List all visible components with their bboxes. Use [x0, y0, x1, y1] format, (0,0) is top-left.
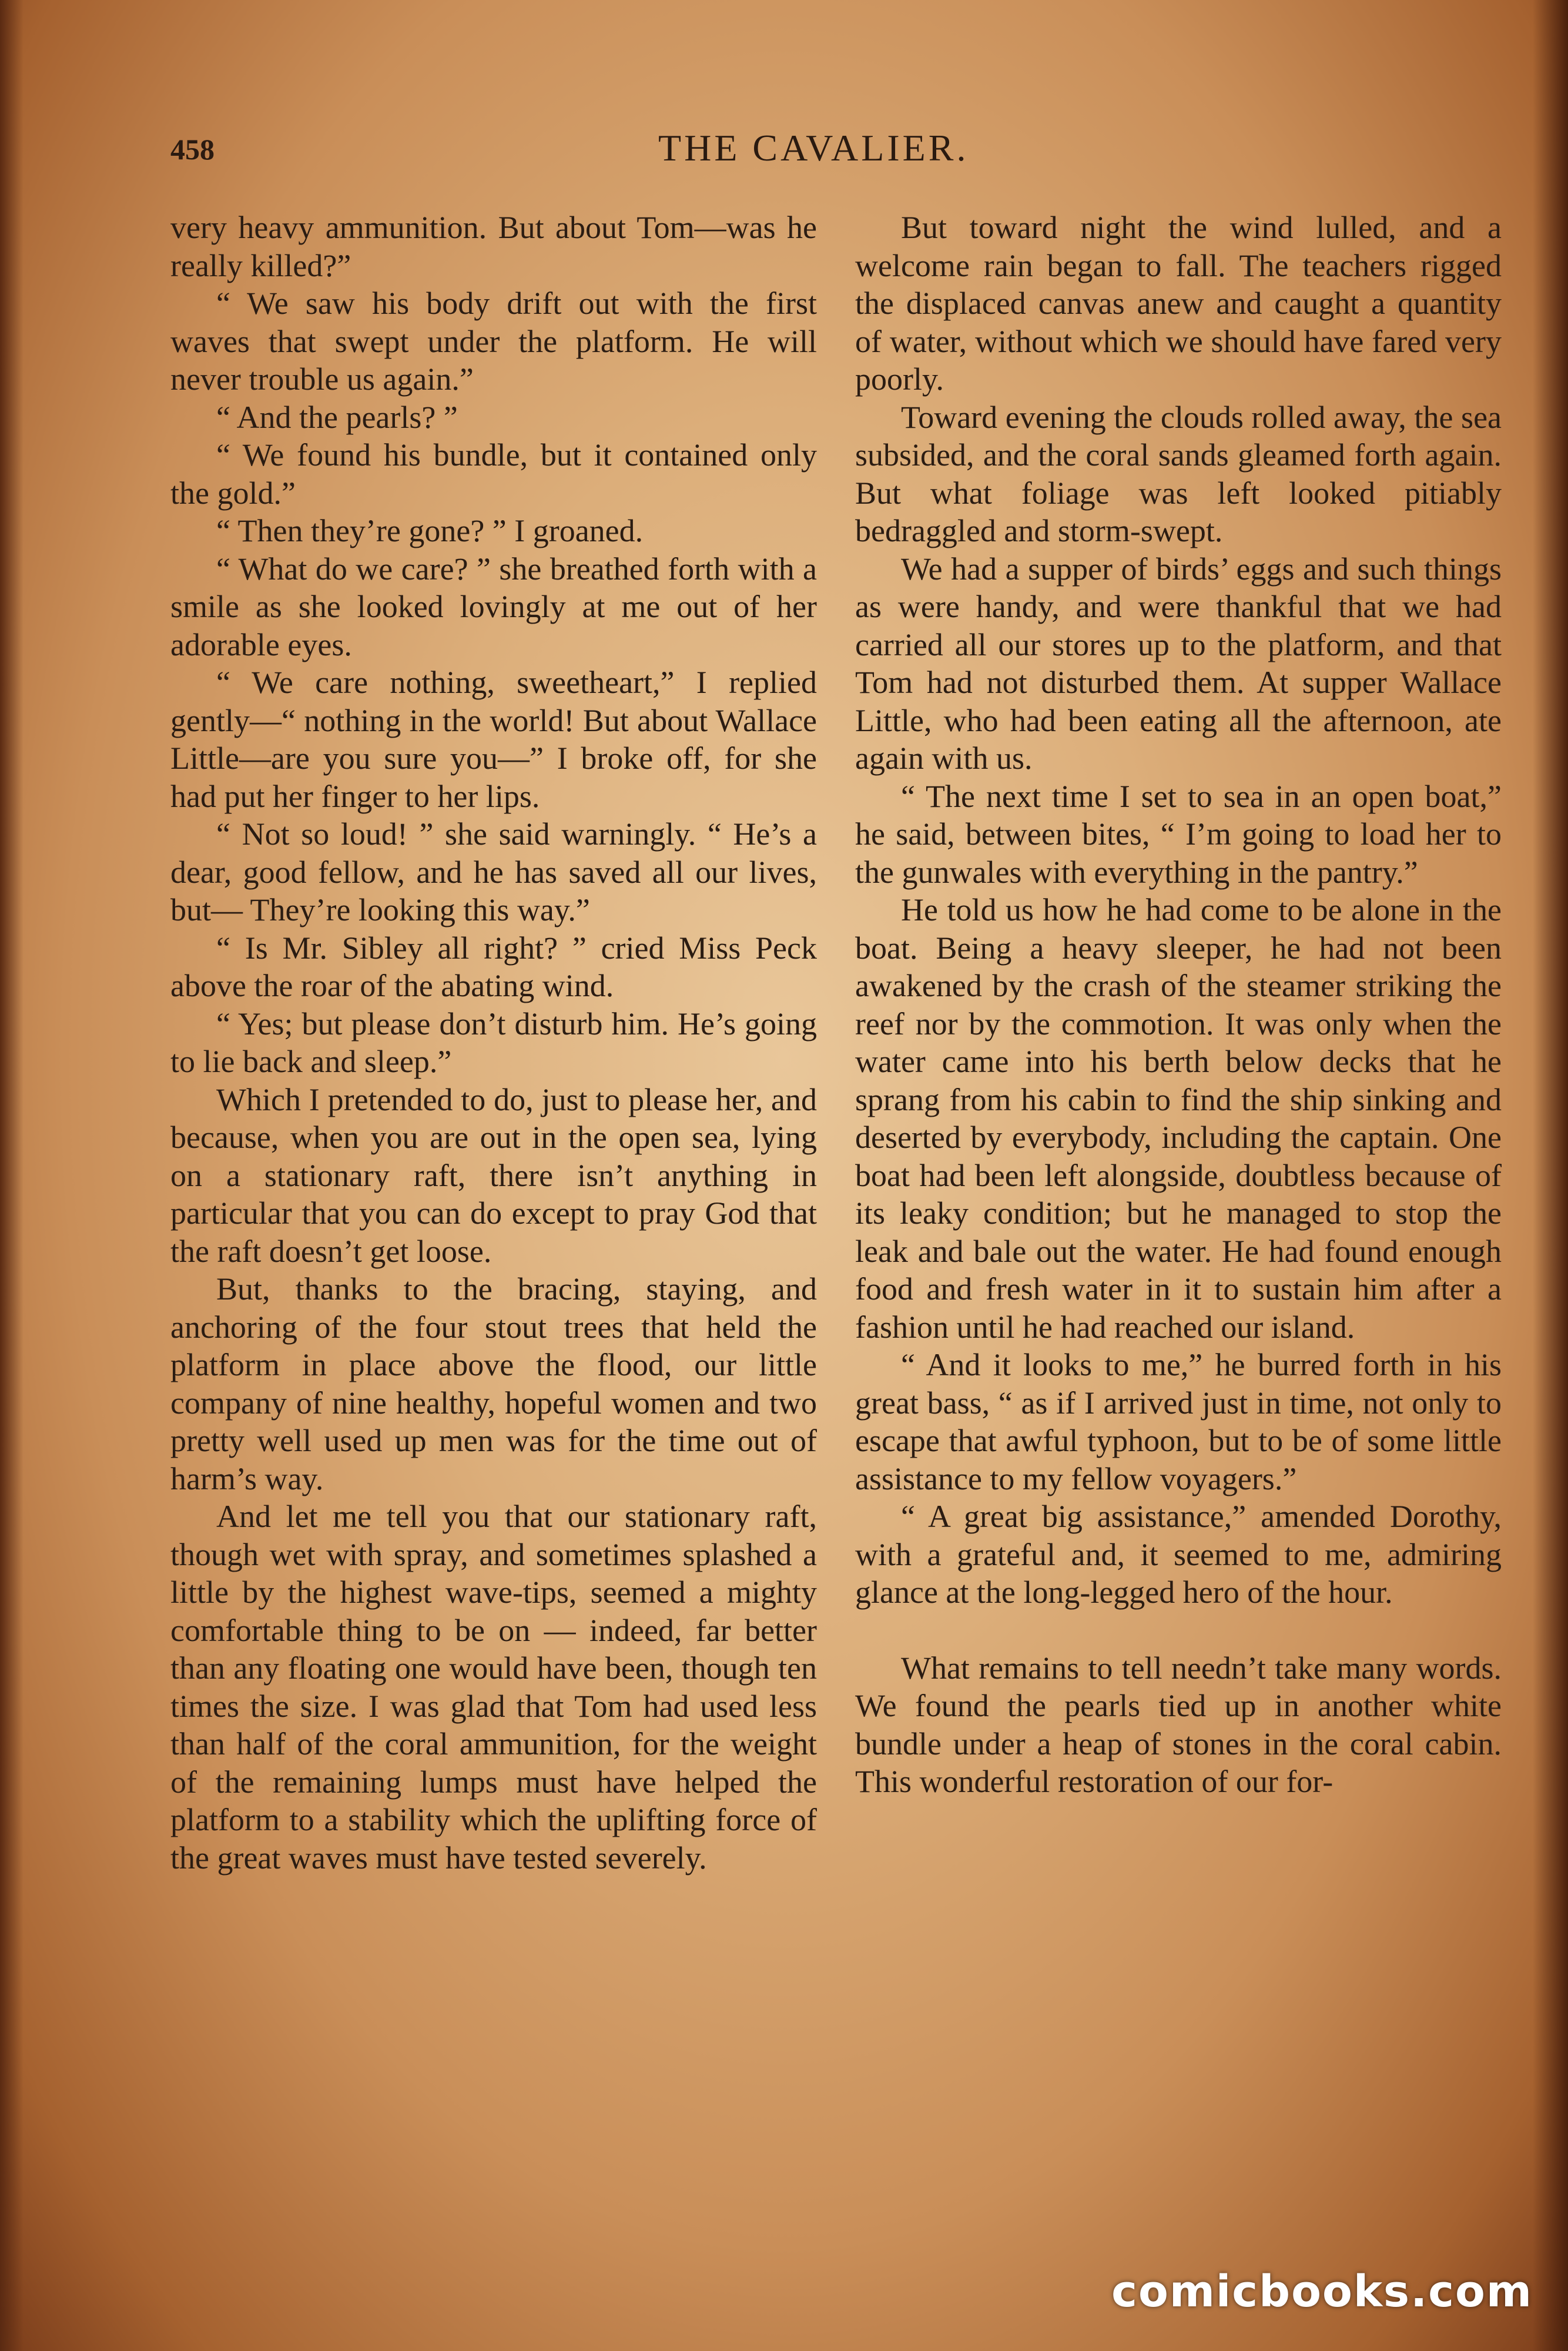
paragraph: “ Yes; but please don’t disturb him. He’s going to lie back and sleep.”: [170, 1006, 817, 1079]
paragraph: “ The next time I set to sea in an open boat,” he said, between bites, “ I’m going to load her to the gunwales with everything in the pantry.”: [855, 778, 1502, 890]
right-text-column: [855, 209, 1502, 1801]
paragraph: “ Is Mr. Sibley all right? ” cried Miss Peck above the roar of the abating wind.: [170, 930, 817, 1003]
paragraph: “ A great big assistance,” amended Dorothy, with a grateful and, it seemed to me, admiring glance at the long-legged hero of the hour.: [855, 1499, 1502, 1610]
paragraph: What remains to tell needn’t take many words. We found the pearls tied up in another white bundle under a heap of stones in the coral cabin. This wonderful restoration of our for-: [855, 1650, 1502, 1799]
paragraph: But, thanks to the bracing, staying, and anchoring of the four stout trees that held the platform in place above the flood, our little company of nine healthy, hopeful women and two pretty well used up men was for the time out of harm’s way.: [170, 1271, 817, 1496]
watermark-text: comicbooks.com: [1111, 2266, 1533, 2317]
paragraph: very heavy ammunition. But about Tom—was he really killed?”: [170, 210, 817, 283]
paragraph: “ And it looks to me,” he burred forth in his great bass, “ as if I arrived just in time, not only to escape that awful typhoon, but to be of some little assistance to my fellow voyagers.”: [855, 1347, 1502, 1496]
page-edge-shadow-left: [0, 0, 24, 2351]
paragraph: Which I pretended to do, just to please her, and because, when you are out in the open sea, lying on a stationary raft, there isn’t anything in particular that you can do except to pray God that the raft doesn’t get loose.: [170, 1081, 817, 1269]
page-header: [170, 126, 1499, 179]
paragraph: “ And the pearls? ”: [216, 399, 458, 435]
page-number: 458: [170, 133, 215, 166]
paragraph: Toward evening the clouds rolled away, the sea subsided, and the coral sands gleamed forth again. But what foliage was left looked pitiably bedraggled and storm-swept.: [855, 399, 1502, 548]
running-head: THE CAVALIER.: [658, 127, 969, 169]
paragraph: “ We saw his body drift out with the first waves that swept under the platform. He will never trouble us again.”: [170, 286, 817, 397]
paragraph: But toward night the wind lulled, and a welcome rain began to fall. The teachers rigged the displaced canvas anew and caught a quantity of water, without which we should have fared very poorly.: [855, 210, 1502, 397]
paragraph: “ Not so loud! ” she said warningly. “ He’s a dear, good fellow, and he has saved all our lives, but— They’re looking this way.”: [170, 816, 817, 927]
left-text-column: [170, 209, 817, 1877]
paragraph: He told us how he had come to be alone in the boat. Being a heavy sleeper, he had not been awakened by the crash of the steamer striking the reef nor by the commotion. It was only when the water came into his berth below decks that he sprang from his cabin to find the ship sinking and deserted by everybody, including the captain. One boat had been left alongside, doubtless because of its leaky condition; but he managed to stop the leak and bale out the water. He had found enough food and fresh water in it to sustain him after a fashion until he had reached our island.: [855, 892, 1502, 1345]
paragraph: “ Then they’re gone? ” I groaned.: [216, 513, 644, 548]
paragraph: And let me tell you that our stationary raft, though wet with spray, and sometimes splashed a little by the highest wave-tips, seemed a mighty comfortable thing to be on — indeed, far better than any floating one would have been, though ten times the size. I was glad that Tom had used less than half of the coral ammunition, for the weight of the remaining lumps must have helped the platform to a stability which the uplifting force of the great waves must have tested severely.: [170, 1499, 817, 1876]
paragraph: We had a supper of birds’ eggs and such things as were handy, and were thankful that we had carried all our stores up to the platform, and that Tom had not disturbed them. At supper Wallace Little, who had been eating all the afternoon, ate again with us.: [855, 551, 1502, 776]
paragraph: “ We care nothing, sweetheart,” I replied gently—“ nothing in the world! But about Wallace Little—are you sure you—” I broke off, for she had put her finger to her lips.: [170, 665, 817, 814]
page-edge-shadow-right: [1533, 0, 1568, 2351]
paragraph: “ We found his bundle, but it contained only the gold.”: [170, 437, 817, 511]
paragraph: “ What do we care? ” she breathed forth with a smile as she looked lovingly at me out of her adorable eyes.: [170, 551, 817, 662]
